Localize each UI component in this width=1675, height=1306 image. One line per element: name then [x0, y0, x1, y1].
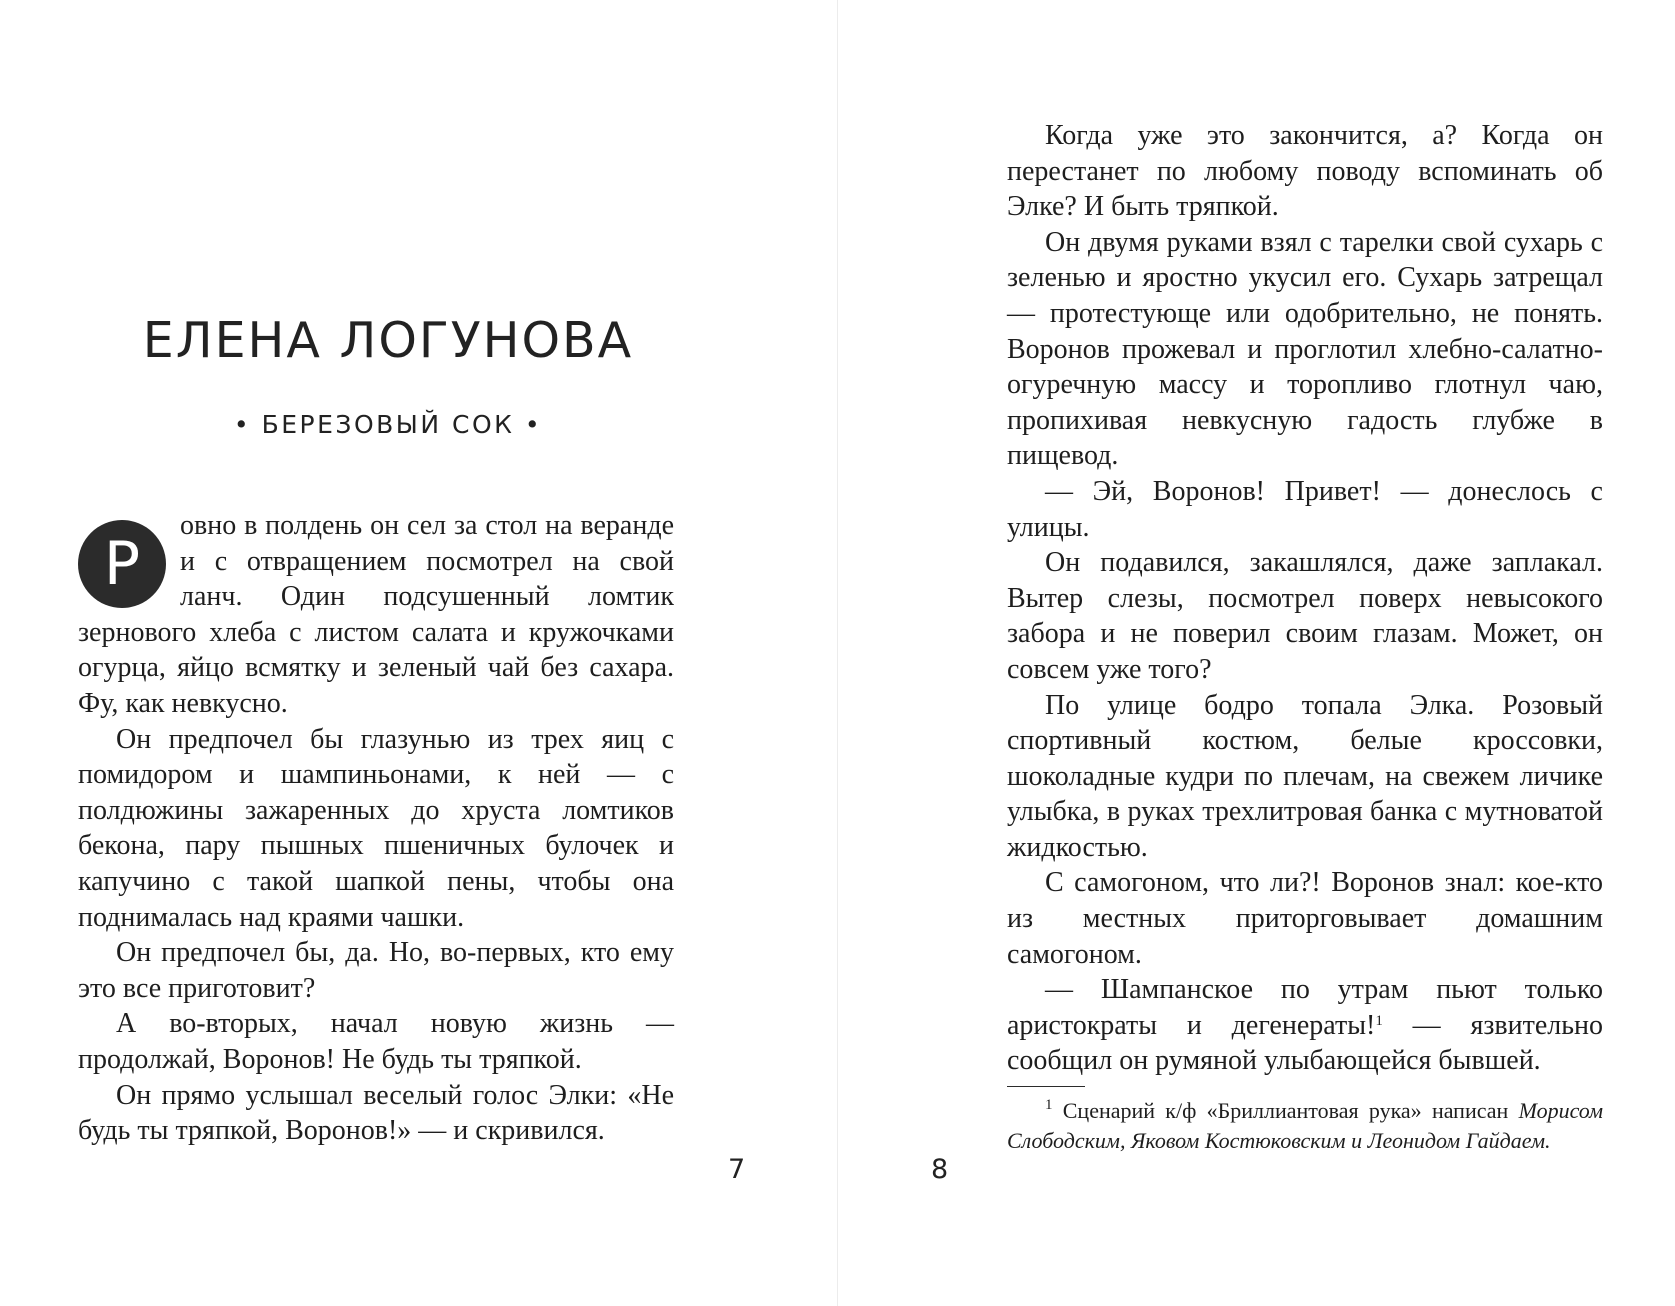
paragraph: А во-вторых, начал новую жизнь — продолжай, Воронов! Не будь ты тряпкой.	[78, 1008, 674, 1075]
left-page-body	[78, 508, 674, 1149]
paragraph-text: овно в полдень он сел за стол на веранде и с отвращением посмотрел на свой ланч. Один подсушенный ломтик зернового хлеба с листом салата и кружочками огурца, яйцо всмятку и зеленый чай без сахара. Фу, как невкусно.	[78, 510, 674, 719]
paragraph: Когда уже это закончится, а? Когда он перестанет по любому поводу вспоминать об Элке? И быть тряпкой.	[1007, 120, 1603, 223]
paragraph: Он подавился, закашлялся, даже заплакал. Вытер слезы, посмотрел поверх невысокого забора и не поверил своим глазам. Может, он совсем уже того?	[1007, 547, 1603, 685]
footnote-rule	[1007, 1086, 1085, 1087]
paragraph	[78, 508, 674, 722]
paragraph-text: — язвительно сообщил он румяной улыбающейся бывшей.	[1007, 1009, 1603, 1077]
paragraph: Он предпочел бы, да. Но, во-первых, кто ему это все приготовит?	[78, 937, 674, 1004]
footnote-text: Сценарий к/ф «Бриллиантовая рука» написан	[1052, 1098, 1519, 1123]
author-name: ЕЛЕНА ЛОГУНОВА	[142, 312, 634, 369]
footnote-marker: 1	[1045, 1097, 1053, 1113]
drop-cap: Р	[78, 520, 166, 608]
footnote-reference: 1	[1375, 1012, 1383, 1029]
paragraph: — Эй, Воронов! Привет! — донеслось с улицы.	[1007, 475, 1603, 543]
story-title: • БЕРЕЗОВЫЙ СОК •	[233, 410, 543, 439]
footnote-italic: Морисом Слободским, Яковом Костюковским и Леонидом Гайдаем.	[1007, 1098, 1603, 1153]
paragraph: Он прямо услышал веселый голос Элки: «Не будь ты тряпкой, Воронов!» — и скривился.	[78, 1079, 674, 1147]
page-number-right: 8	[931, 1154, 949, 1185]
footnote	[1007, 1096, 1603, 1156]
left-page	[0, 0, 837, 1306]
paragraph: Он предпочел бы глазунью из трех яиц с помидором и шампиньонами, к ней — с полдюжины зажаренных до хруста ломтиков бекона, пару пышных пшеничных булочек и капучино с такой шапкой пены, чтобы она поднималась над краями чашки.	[78, 723, 674, 933]
paragraph: По улице бодро топала Элка. Розовый спортивный костюм, белые кроссовки, шоколадные кудри по плечам, на свежем личике улыбка, в руках трехлитровая банка с мутноватой жидкостью.	[1007, 689, 1603, 863]
paragraph: С самогоном, что ли?! Воронов знал: кое-кто из местных приторговывает домашним самогоном.	[1007, 867, 1603, 970]
page-number-left: 7	[728, 1154, 746, 1185]
paragraph	[1007, 972, 1603, 1079]
right-page-body	[1007, 118, 1603, 1079]
paragraph: Он двумя руками взял с тарелки свой сухарь с зеленью и яростно укусил его. Сухарь затрещал — протестующе или одобрительно, не понять. Воронов прожевал и проглотил хлебно-салатно-огуречную массу и торопливо глотнул чаю, пропихивая невкусную гадость глубже в пищевод.	[1007, 226, 1603, 472]
paragraph-text: — Шампанское по утрам пьют только аристократы и дегенераты!	[1007, 974, 1603, 1041]
